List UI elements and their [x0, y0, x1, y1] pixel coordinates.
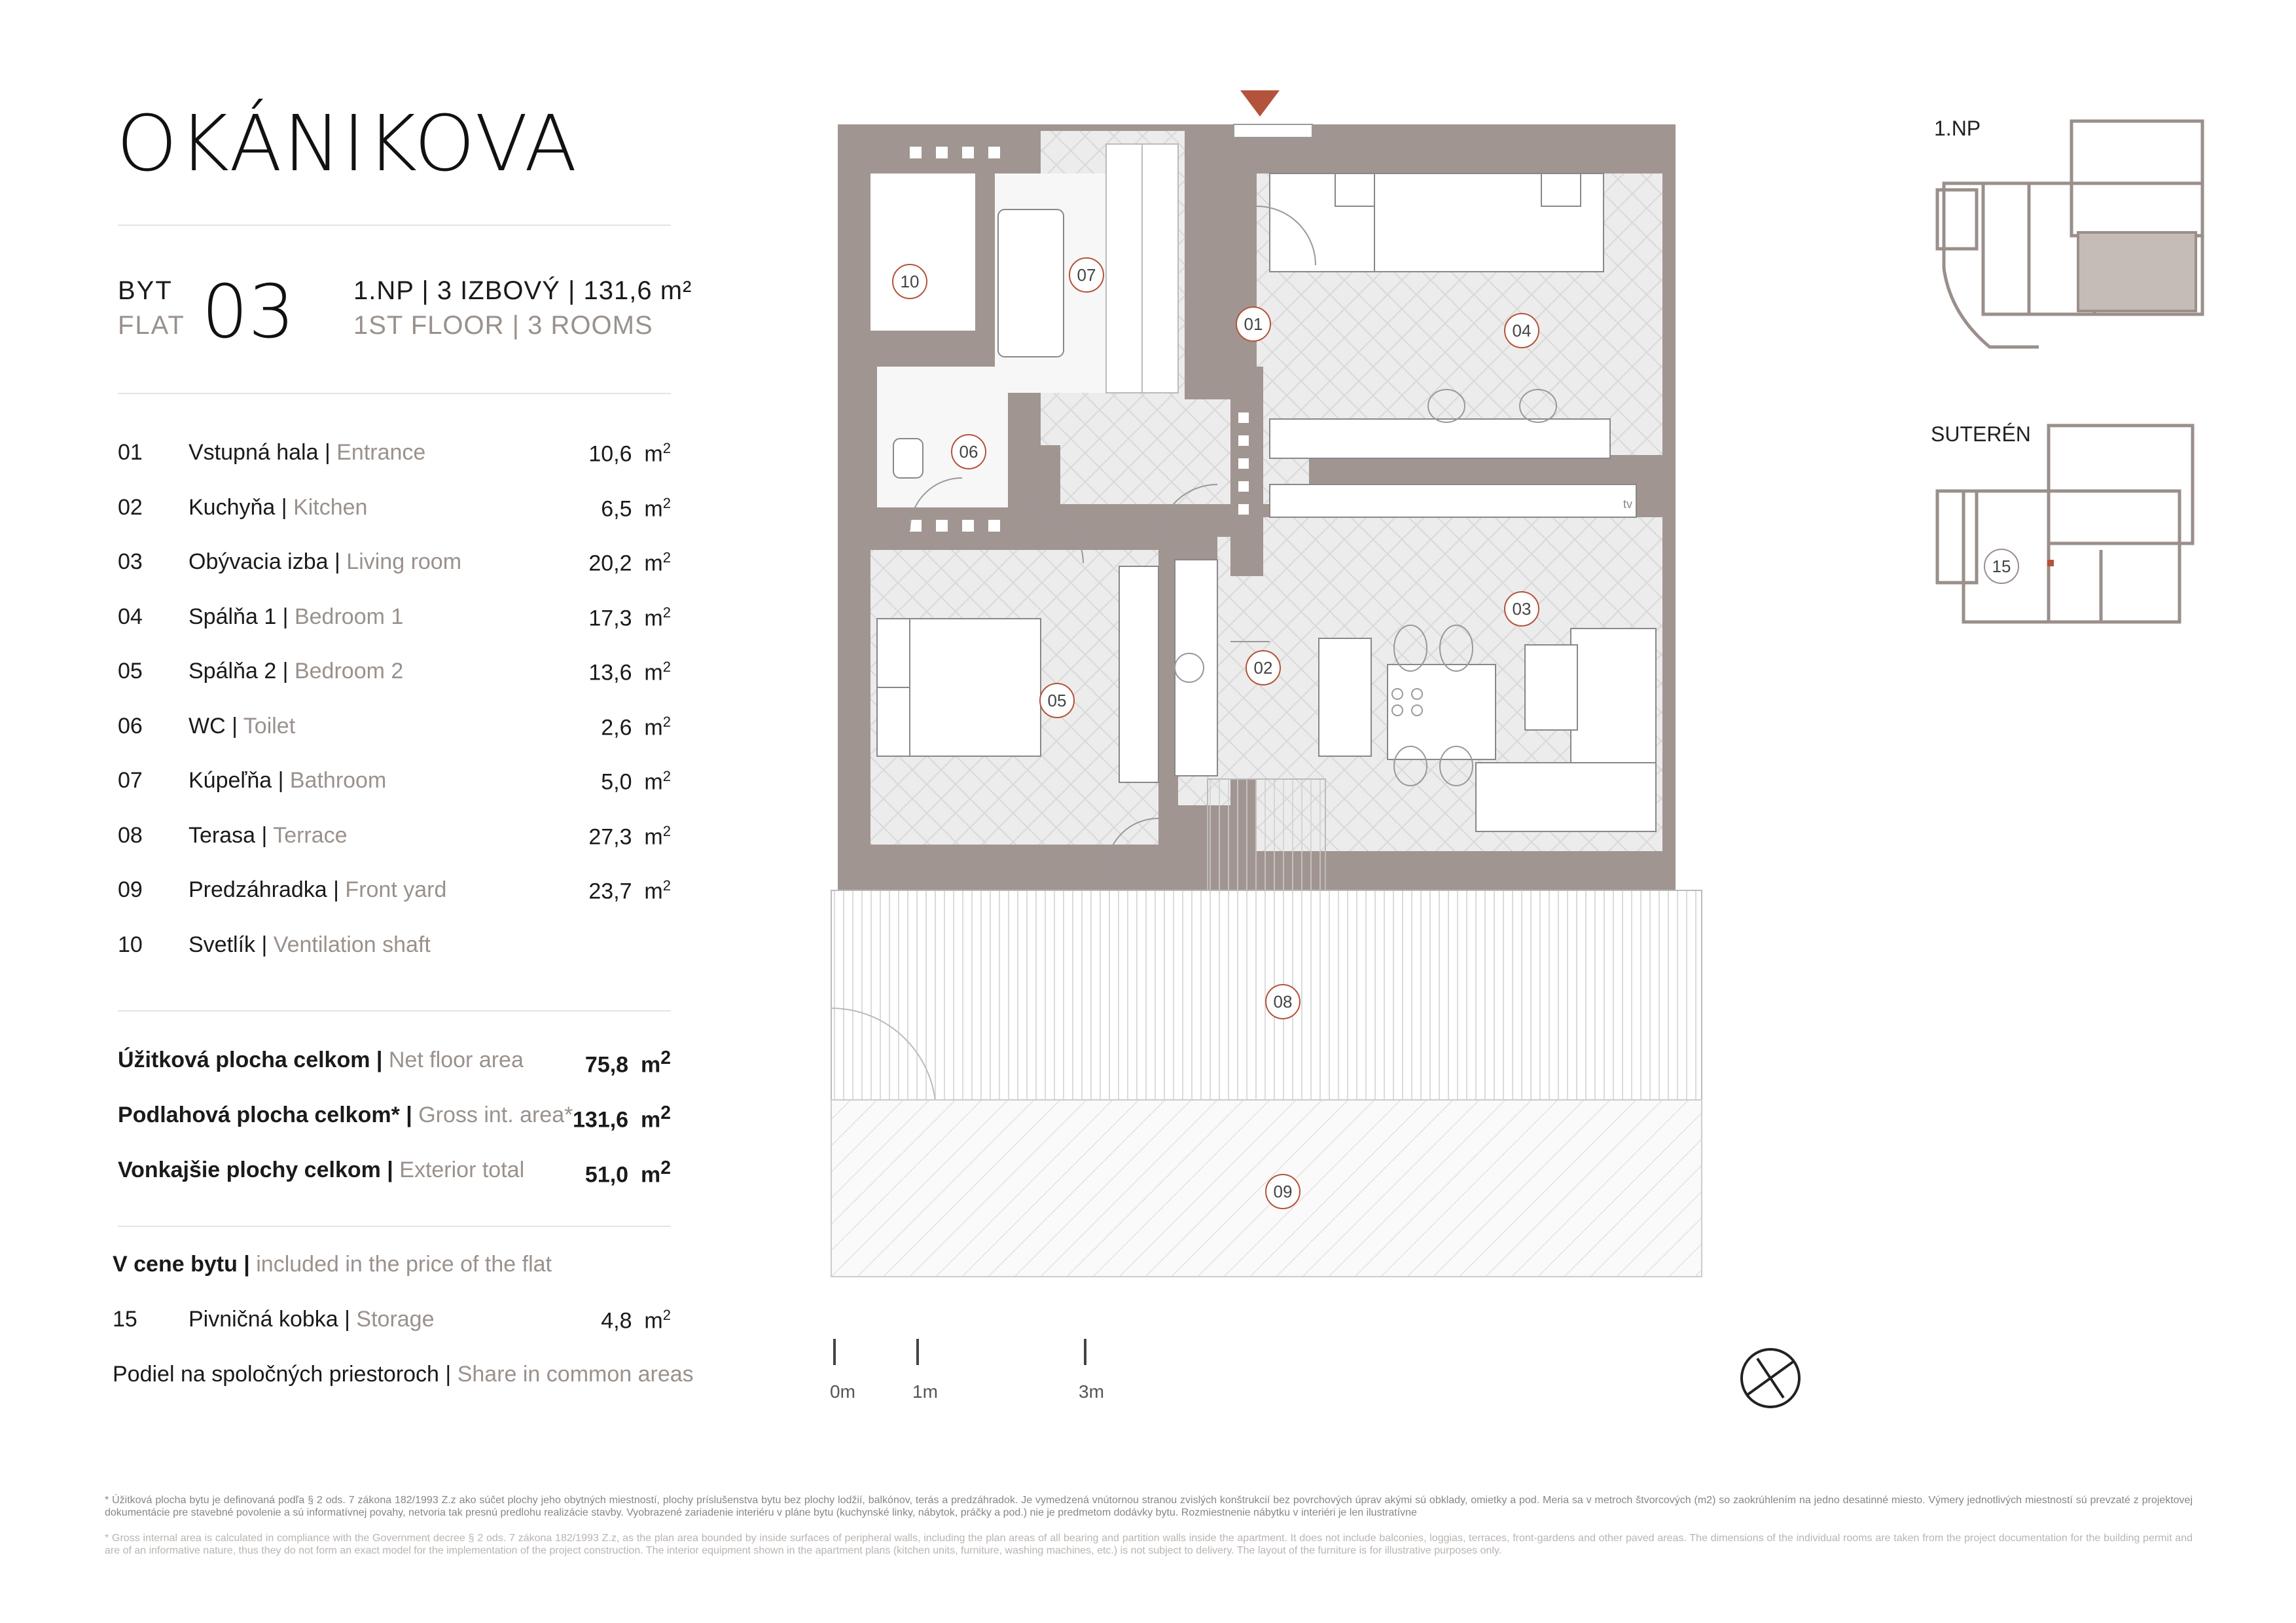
- room-tag: 02: [1253, 658, 1273, 678]
- flat-info-sk: 1.NP | 3 IZBOVÝ | 131,6 m²: [353, 276, 692, 305]
- room-row: 01 Vstupná hala | Entrance 10,6 $m^2$: [118, 440, 671, 467]
- room-tag: 10: [900, 272, 920, 291]
- total-row: Úžitková plocha celkom | Net floor area 75,8 $m^2$: [118, 1048, 671, 1078]
- flat-label-en: FLAT: [118, 311, 185, 340]
- room-row: 07 Kúpeľňa | Bathroom 5,0 $m^2$: [118, 768, 671, 795]
- room-tag: 06: [959, 442, 978, 462]
- divider: [118, 225, 671, 226]
- flat-number: 03: [202, 270, 295, 355]
- keyplan-floor1: [1931, 118, 2212, 354]
- room-tag: 09: [1273, 1182, 1293, 1201]
- room-row: 02 Kuchyňa | Kitchen 6,5 $m^2$: [118, 494, 671, 521]
- terrace-steps: [1208, 779, 1325, 890]
- footnote-en: * Gross internal area is calculated in compliance with the Government decree § 2 ods. 7 zákona 182/1993 Z.z, as the plan area bounded by inside surfaces of peripheral walls, including the plan areas of all bearing and partition walls inside the apartment. It does not include balconies, loggias, terraces, front-gardens and other paved areas. The dimensions of the individual rooms are taken from the project documentation for the building permit and are of an informative nature, thus they do not form an exact model for the implementation of the project construction. The interior equipment shown in the apartment plans (kitchen units, furniture, washing machines, etc.) is not subject to delivery. The layout of the furniture is for illustrative purposes only.: [105, 1533, 2193, 1556]
- flat-info-en: 1ST FLOOR | 3 ROOMS: [353, 311, 653, 340]
- keyplan-basement-label: SUTERÉN: [1931, 422, 2031, 446]
- room-row: 03 Obývacia izba | Living room 20,2 $m^2$: [118, 549, 671, 576]
- room-row: 08 Terasa | Terrace 27,3 $m^2$: [118, 822, 671, 849]
- storage-row: 15 Pivničná kobka | Storage 4,8 $m^2$: [113, 1307, 671, 1334]
- room-row: 04 Spálňa 1 | Bedroom 1 17,3 $m^2$: [118, 604, 671, 630]
- room-row: 05 Spálňa 2 | Bedroom 2 13,6 $m^2$: [118, 659, 671, 685]
- wc-floor: [877, 367, 1008, 507]
- divider: [118, 393, 671, 394]
- room-tag: 07: [1077, 265, 1096, 285]
- tv-label: tv: [1623, 498, 1633, 511]
- floor-plan: [812, 79, 1813, 1296]
- room-tag: 01: [1244, 314, 1263, 334]
- footnote-sk: * Úžitková plocha bytu je definovaná podľa § 2 ods. 7 zákona 182/1993 Z.z ako súčet plochy jeho obytných miestností, plochy príslušenstva bytu bez plochy lodžií, balkónov, terás a predzáhradok. Je vymedzená vnútornou stranou zvislých konštrukcií bez povrchových úprav akými sú obklady, omietky a pod. Meria sa v metroch štvorcových (m2) so zaokrúhlením na jedno desatinné miesto. Výmery jednotlivých miestností sú prevzaté z projektovej dokumentácie pre stavebné povolenie a sú informatívnej povahy, netvoria tak presnú predlohu realizácie stavby. Vyobrazené zariadenie interiéru v pláne bytu (kuchynské linky, nábytok, práčky a pod.) nie je predmetom dodávky bytu. Rozmiestnenie nábytku v interiéri je len ilustratívne: [105, 1495, 2193, 1518]
- room-tag: 03: [1512, 599, 1532, 619]
- entrance-arrow: [1240, 90, 1280, 117]
- storage-tag: 15: [1992, 556, 2011, 576]
- scale-3m: 3m: [1079, 1381, 1104, 1402]
- scale-0m: 0m: [830, 1381, 855, 1402]
- divider: [118, 1226, 671, 1227]
- flat-label-sk: BYT: [118, 276, 173, 305]
- room-tag: 05: [1047, 691, 1067, 710]
- scale-bar: [825, 1332, 1126, 1372]
- north-arrow-icon: [1738, 1345, 1803, 1411]
- room-tag: 08: [1273, 992, 1293, 1012]
- total-row: Podlahová plocha celkom* | Gross int. area* 131,6 $m^2$: [118, 1103, 671, 1133]
- room-row: 10 Svetlík | Ventilation shaft: [118, 932, 431, 957]
- project-title: OKÁNIKOVA: [117, 98, 579, 189]
- scale-1m: 1m: [912, 1381, 938, 1402]
- room-tag: 04: [1512, 321, 1532, 340]
- included-heading: V cene bytu | included in the price of the flat: [113, 1252, 552, 1277]
- divider: [118, 1010, 671, 1012]
- keyplan-floor1-label: 1.NP: [1934, 117, 1981, 140]
- room-row: 09 Predzáhradka | Front yard 23,7 $m^2$: [118, 877, 671, 904]
- common-areas-row: Podiel na spoločných priestoroch | Share in common areas: [113, 1362, 694, 1387]
- shaft-floor: [870, 173, 975, 331]
- total-row: Vonkajšie plochy celkom | Exterior total 51,0 $m^2$: [118, 1158, 671, 1188]
- keyplan-basement: [1931, 419, 2212, 642]
- room-row: 06 WC | Toilet 2,6 $m^2$: [118, 713, 671, 740]
